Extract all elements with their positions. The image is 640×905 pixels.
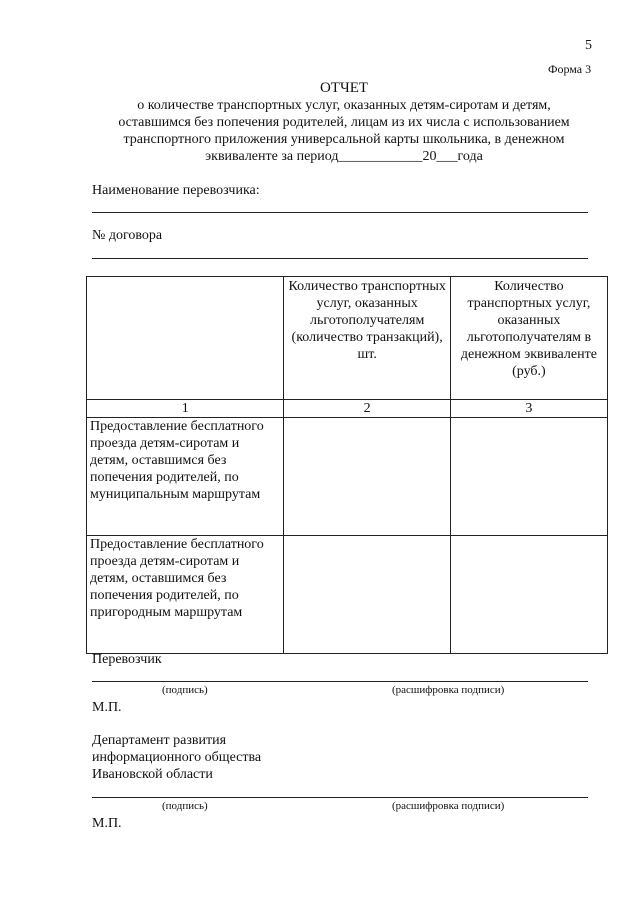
report-title: ОТЧЕТ — [319, 80, 369, 96]
cell-money-municipal[interactable] — [450, 418, 607, 536]
report-subtitle-line-2: оставшимся без попечения родителей, лицам из их числа с использованием — [118, 115, 570, 130]
report-subtitle-line-1: о количестве транспортных услуг, оказанных детям-сиротам и детям, — [137, 98, 551, 113]
contract-number-field[interactable] — [92, 258, 588, 259]
department-signature-line[interactable] — [92, 797, 588, 798]
table-row — [87, 536, 608, 654]
row-label-municipal: Предоставление бесплатного проезда детям-сиротам и детям, оставшимся без попечения родителей, по муниципальным маршрутам — [87, 418, 284, 536]
column-number: 2 — [284, 400, 450, 418]
carrier-name-field[interactable] — [92, 212, 588, 213]
row-label-suburban: Предоставление бесплатного проезда детям-сиротам и детям, оставшимся без попечения родителей, по пригородным маршрутам — [87, 536, 284, 654]
carrier-signature-label: (подпись) — [162, 684, 208, 696]
carrier-signature-decode-label: (расшифровка подписи) — [392, 684, 505, 696]
table-header-row — [87, 277, 608, 400]
cell-transactions-suburban[interactable] — [284, 536, 450, 654]
department-title-line-1: Департамент развития — [92, 733, 227, 748]
carrier-signature-line[interactable] — [92, 681, 588, 682]
department-signature-label: (подпись) — [162, 800, 208, 812]
department-stamp-label: М.П. — [92, 816, 122, 831]
report-table — [86, 276, 608, 654]
column-number: 1 — [87, 400, 284, 418]
department-signature-decode-label: (расшифровка подписи) — [392, 800, 505, 812]
column-number-row — [87, 400, 608, 418]
contract-number-label: № договора — [92, 228, 163, 243]
column-number: 3 — [450, 400, 607, 418]
cell-money-suburban[interactable] — [450, 536, 607, 654]
carrier-title: Перевозчик — [92, 652, 162, 667]
header-cell-empty — [87, 277, 284, 400]
form-label: Форма 3 — [548, 62, 592, 76]
header-cell-transactions: Количество транспортных услуг, оказанных льготополучателям (количество транзакций), шт. — [284, 277, 450, 400]
cell-transactions-municipal[interactable] — [284, 418, 450, 536]
report-subtitle-line-4: эквиваленте за период____________20___года — [205, 149, 483, 164]
department-title-line-2: информационного общества — [92, 750, 262, 765]
page-number: 5 — [585, 38, 592, 53]
header-cell-money: Количество транспортных услуг, оказанных льготополучателям в денежном эквиваленте (руб.) — [450, 277, 607, 400]
carrier-name-label: Наименование перевозчика: — [92, 183, 260, 198]
carrier-stamp-label: М.П. — [92, 700, 122, 715]
table-row — [87, 418, 608, 536]
department-title-line-3: Ивановской области — [92, 767, 213, 782]
report-subtitle-line-3: транспортного приложения универсальной карты школьника, в денежном — [123, 132, 565, 147]
